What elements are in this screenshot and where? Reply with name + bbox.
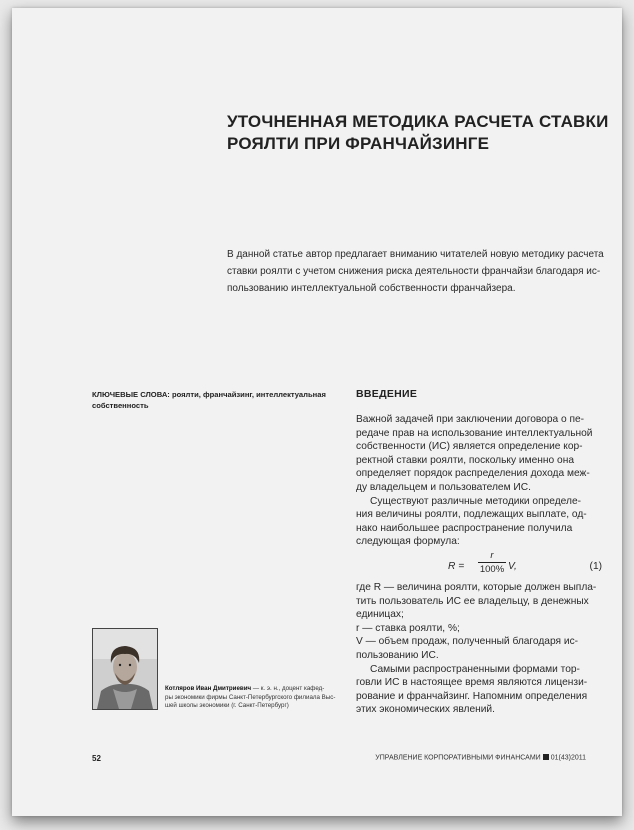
body-line: рование и франчайзинг. Напомним определения bbox=[356, 690, 588, 702]
article-title bbox=[227, 111, 607, 155]
keywords bbox=[92, 389, 342, 411]
abstract-line: пользованию интеллектуальной собственности франчайзера. bbox=[227, 283, 516, 294]
page bbox=[12, 8, 622, 816]
author-name: Котляров Иван Дмитриевич bbox=[165, 685, 252, 692]
body-line: собственности (ИС) является определение кор- bbox=[356, 441, 583, 453]
author-portrait-image bbox=[93, 629, 157, 709]
journal-issue: 01(43)2011 bbox=[550, 754, 586, 762]
author-credentials-line: шей школы экономики (г. Санкт-Петербург) bbox=[165, 702, 289, 709]
body-line: где R — величина роялти, которые должен выпла- bbox=[356, 581, 597, 593]
body-line: ния величины роялти, подлежащих выплате, од- bbox=[356, 509, 587, 521]
keywords-line: КЛЮЧЕВЫЕ СЛОВА: роялти, франчайзинг, интеллектуальная bbox=[92, 390, 326, 399]
title-line: РОЯЛТИ ПРИ ФРАНЧАЙЗИНГЕ bbox=[227, 134, 490, 153]
journal-name: УПРАВЛЕНИЕ КОРПОРАТИВНЫМИ ФИНАНСАМИ bbox=[375, 754, 541, 762]
body-line: тить пользователь ИС ее владельцу, в денежных bbox=[356, 595, 589, 607]
formula-numerator: r bbox=[490, 549, 494, 561]
page-number: 52 bbox=[92, 754, 101, 763]
author-credentials-line: ры экономики фирмы Санкт-Петербургского филиала Выс- bbox=[165, 693, 336, 701]
abstract-line: В данной статье автор предлагает вниманию читателей новую методику расчета bbox=[227, 249, 604, 260]
formula-rhs: V, bbox=[508, 560, 517, 572]
body-line: следующая формула: bbox=[356, 536, 460, 548]
body-line: Самыми распространенными формами тор- bbox=[370, 663, 580, 675]
author-photo bbox=[92, 628, 158, 710]
formula-1 bbox=[356, 550, 606, 580]
keywords-line: собственность bbox=[92, 401, 149, 410]
body-line: единицах; bbox=[356, 609, 404, 621]
fraction-bar bbox=[478, 562, 506, 563]
body-line: V — объем продаж, полученный благодаря ис- bbox=[356, 636, 579, 648]
body-text bbox=[356, 413, 606, 717]
author-credentials-line: — к. э. н., доцент кафед- bbox=[251, 685, 325, 692]
title-line: УТОЧНЕННАЯ МЕТОДИКА РАСЧЕТА СТАВКИ bbox=[227, 112, 609, 131]
body-line: этих экономических явлений. bbox=[356, 704, 495, 716]
formula-fraction bbox=[478, 550, 506, 575]
body-line: ректной ставки роялти, поскольку именно она bbox=[356, 454, 574, 466]
body-line: пользованию ИС. bbox=[356, 649, 439, 661]
square-bullet-icon bbox=[543, 754, 549, 760]
body-line: говли ИС в настоящее время являются лицензи- bbox=[356, 677, 588, 689]
body-line: Существуют различные методики определе- bbox=[370, 495, 582, 507]
body-line: r — ставка роялти, %; bbox=[356, 622, 460, 634]
body-line: нако наибольшее распространение получила bbox=[356, 522, 573, 534]
abstract-line: ставки роялти с учетом снижения риска деятельности франчайзи благодаря ис- bbox=[227, 266, 601, 277]
section-heading: ВВЕДЕНИЕ bbox=[356, 388, 418, 400]
body-line: ду владельцем и пользователем ИС. bbox=[356, 481, 531, 493]
formula-lhs: R = bbox=[448, 560, 465, 572]
running-footer bbox=[375, 754, 586, 762]
formula-denominator: 100% bbox=[479, 563, 505, 575]
body-line: Важной задачей при заключении договора о пе- bbox=[356, 414, 585, 425]
body-line: определяет порядок распределения дохода меж- bbox=[356, 468, 590, 480]
equation-number: (1) bbox=[589, 560, 602, 572]
body-line: редаче прав на использование интеллектуальной bbox=[356, 427, 593, 439]
article-abstract bbox=[227, 246, 617, 297]
author-info bbox=[165, 685, 345, 711]
